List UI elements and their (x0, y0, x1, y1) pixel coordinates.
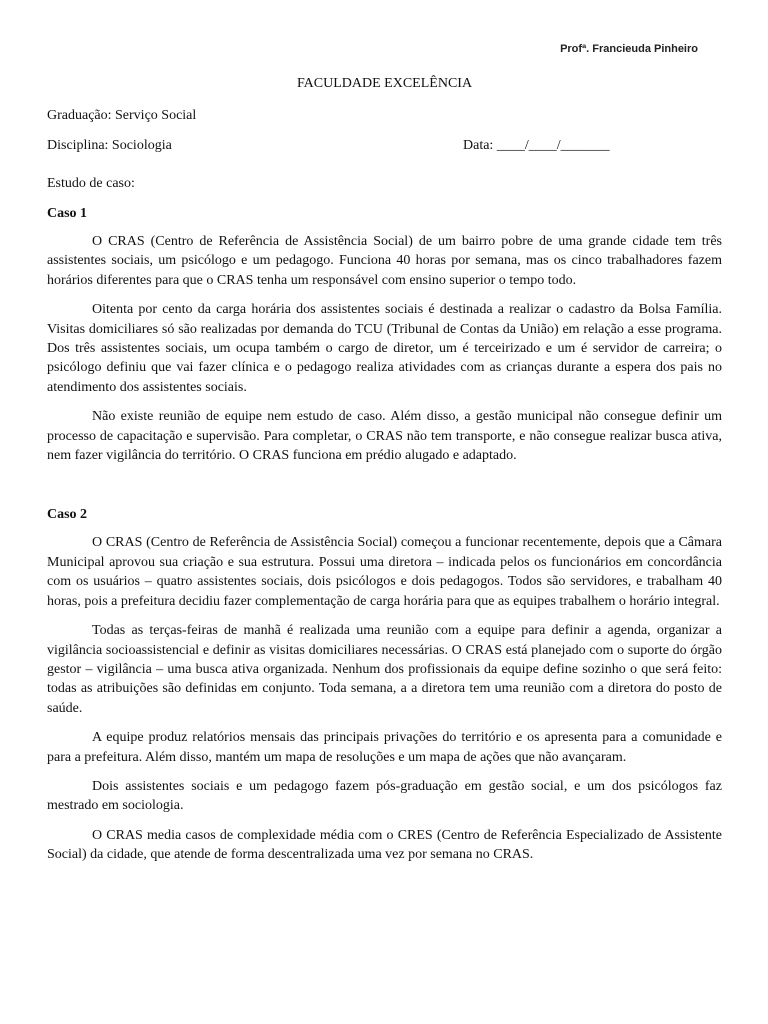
case-2-paragraph: O CRAS (Centro de Referência de Assistência Social) começou a funcionar recentemente, depois que a Câmara Municipal aprovou sua criação e sua estrutura. Possui uma diretora – indicada pelos os funcionários em concordância com os usuários – quatro assistentes sociais, dois psicólogos e dois pedagogos. Todos são servidores, e trabalham 40 horas, pois a prefeitura decidiu fazer complementação de carga horária para que as equipes trabalhem o horário integral. (47, 535, 722, 609)
case-1-paragraph: Oitenta por cento da carga horária dos assistentes sociais é destinada a realizar o cadastro da Bolsa Família. Visitas domiciliares só são realizadas por demanda do TCU (Tribunal de Contas da União) em relação a esse programa. Dos três assistentes sociais, um ocupa também o cargo de diretor, um é terceirizado e um é servidor de carreira; o psicólogo definiu que vai fazer clínica e o pedagogo realiza atividades com as crianças durante a espera dos pais no atendimento dos assistentes sociais. (47, 302, 722, 395)
case-1-paragraph: Não existe reunião de equipe nem estudo de caso. Além disso, a gestão municipal não consegue definir um processo de capacitação e supervisão. Para completar, o CRAS não tem transporte, e não consegue realizar busca ativa, nem fazer vigilância do território. O CRAS funciona em prédio alugado e adaptado. (47, 409, 722, 464)
case-1-paragraph: O CRAS (Centro de Referência de Assistência Social) de um bairro pobre de uma grande cidade tem três assistentes sociais, um psicólogo e um pedagogo. Funciona 40 horas por semana, mas os cinco trabalhadores fazem horários diferentes para que o CRAS tenha um responsável com ensino superior o tempo todo. (47, 234, 722, 288)
study-label: Estudo de caso: (47, 176, 135, 191)
case-2-paragraph: Todas as terças-feiras de manhã é realizada uma reunião com a equipe para definir a agenda, organizar a vigilância socioassistencial e definir as visitas domiciliares necessárias. O CRAS está planejado com o suporte do órgão gestor – vigilância – uma busca ativa organizada. Nenhum dos profissionais da equipe define sozinho o que será feito: todas as atribuições são definidas em conjunto. Toda semana, a a diretora tem uma reunião com a diretora do posto de saúde. (47, 623, 722, 716)
document-body (47, 74, 722, 875)
case-2-paragraph: O CRAS media casos de complexidade média com o CRES (Centro de Referência Especializado de Assistente Social) da cidade, que atende de forma descentralizada uma vez por semana no CRAS. (47, 827, 722, 863)
discipline-date-row (47, 136, 722, 156)
case-2-paragraph: A equipe produz relatórios mensais das principais privações do território e os apresenta para a comunidade e para a prefeitura. Além disso, mantém um mapa de resoluções e um mapa de ações que não avançaram. (47, 730, 722, 765)
discipline-line: Disciplina: Sociologia (47, 138, 172, 153)
case-2-title: Caso 2 (47, 507, 88, 523)
graduation-line: Graduação: Serviço Social (47, 108, 197, 123)
date-field: Data: ____/____/_______ (463, 138, 610, 153)
case-2-paragraph: Dois assistentes sociais e um pedagogo fazem pós-graduação em gestão social, e um dos psicólogos faz mestrado em sociologia. (47, 778, 722, 814)
author-header: Profª. Francieuda Pinheiro (560, 43, 698, 55)
case-1-title: Caso 1 (47, 206, 88, 221)
institution-title: FACULDADE EXCELÊNCIA (296, 76, 473, 91)
section-spacer (47, 475, 722, 505)
